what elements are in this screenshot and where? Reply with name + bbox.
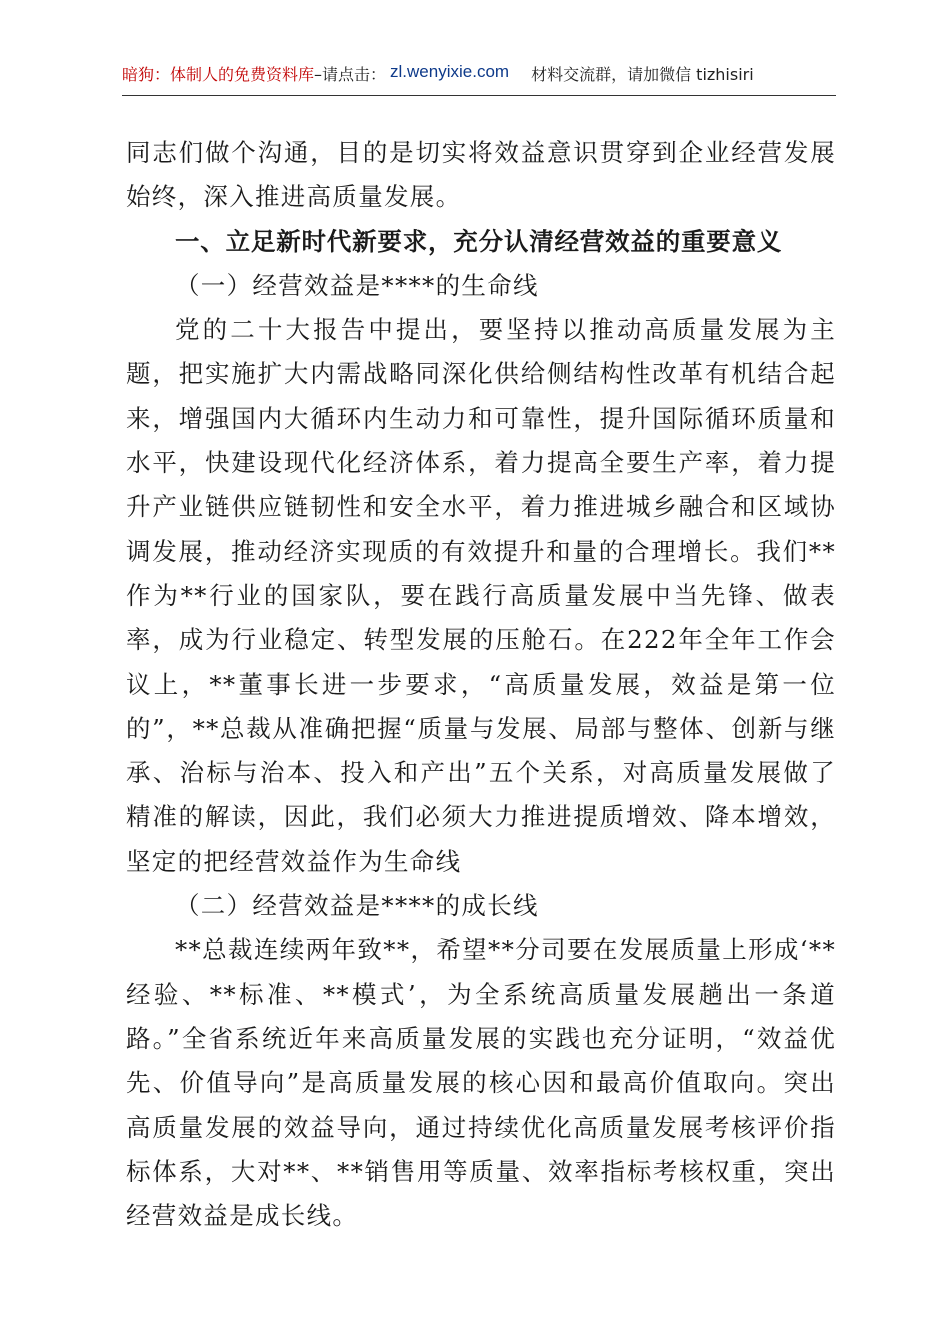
header-brand-text: 暗狗：体制人的免费资料库	[122, 65, 315, 84]
header-click-prompt: –请点击：	[314, 65, 387, 84]
paragraph-growth: **总裁连续两年致**，希望**分司要在发展质量上形成‘**经验、**标准、**模式’，为全系统高质量发展趟出一条道路。”全省系统近年来高质量发展的实践也充分证明，“效益优先、价值导向”是高质量发展的核心因和最高价值取向。突出高质量发展的效益导向，通过持续优化高质量发展考核评价指标体系，大对**、**销售用等质量、效率指标考核权重，突出经营效益是成长线。	[126, 935, 836, 1231]
paragraph-continuation: 同志们做个沟通，目的是切实将效益意识贯穿到企业经营发展始终，深入推进高质量发展。	[126, 138, 836, 212]
header-divider	[122, 95, 836, 96]
header-site-link[interactable]: zl.wenyixie.com	[390, 62, 510, 81]
section-heading-1: 一、立足新时代新要求，充分认清经营效益的重要意义	[175, 226, 783, 256]
document-body	[126, 131, 836, 1238]
page-header	[122, 62, 836, 96]
subsection-heading-1: （一）经营效益是****的生命线	[175, 270, 539, 300]
paragraph-lifeline: 党的二十大报告中提出，要坚持以推动高质量发展为主题，把实施扩大内需战略同深化供给侧结构性改革有机结合起来，增强国内大循环内生动力和可靠性，提升国际循环质量和水平，快建设现代化经济体系，着力提高全要生产率，着力提升产业链供应链韧性和安全水平，着力推进城乡融合和区域协调发展，推动经济实现质的有效提升和量的合理增长。我们**作为**行业的国家队，要在践行高质量发展中当先锋、做表率，成为行业稳定、转型发展的压舱石。在222年全年工作会议上，**董事长进一步要求，“高质量发展，效益是第一位的”，**总裁从准确把握“质量与发展、局部与整体、创新与继承、治标与治本、投入和产出”五个关系，对高质量发展做了精准的解读，因此，我们必须大力推进提质增效、降本增效，坚定的把经营效益作为生命线	[126, 315, 836, 876]
header-group-text: 材料交流群，请加微信 tizhisiri	[531, 65, 754, 84]
subsection-heading-2: （二）经营效益是****的成长线	[175, 891, 539, 921]
